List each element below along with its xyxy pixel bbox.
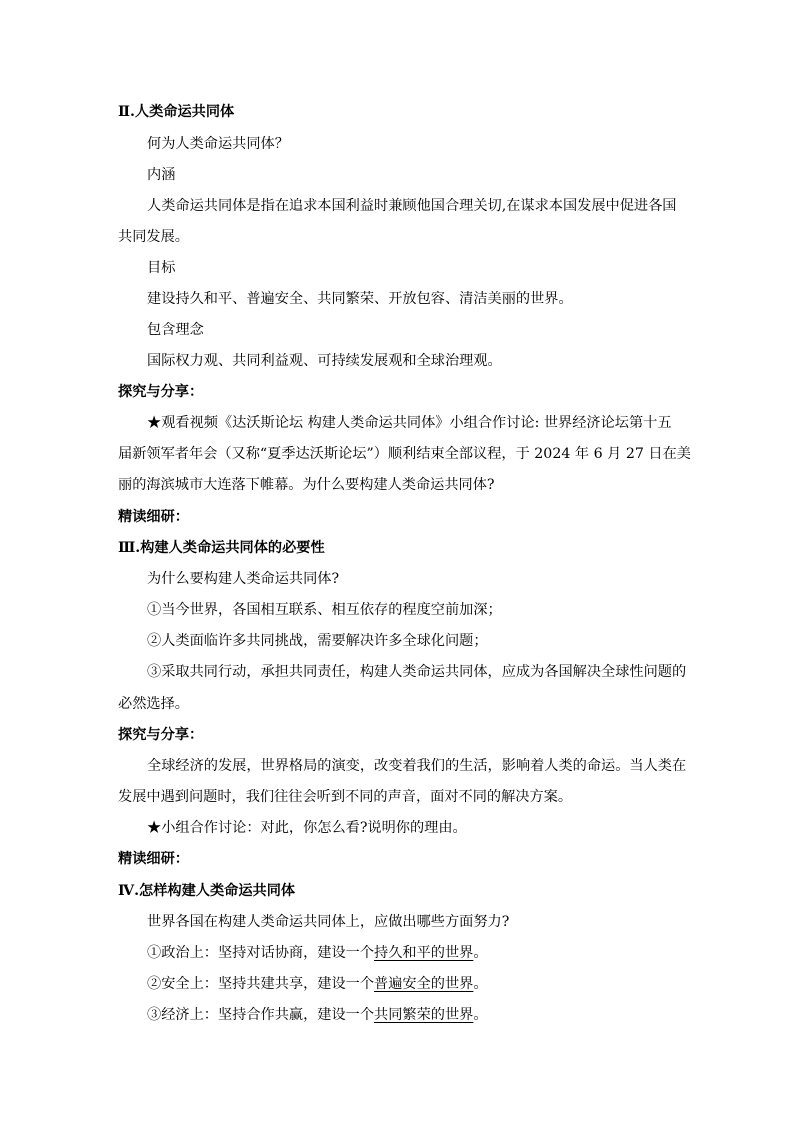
read-heading: 精读细研： [118, 509, 189, 525]
explore-heading: 探究与分享： [118, 384, 204, 400]
connotation-label: 内涵 [147, 167, 176, 183]
explore-heading: 探究与分享： [118, 727, 204, 743]
connotation-text-cont: 共同发展。 [118, 229, 189, 245]
explore-text: 全球经济的发展，世界格局的演变，改变着我们的生活，影响着人类的命运。当人类在 [147, 758, 687, 774]
section-heading-2: Ⅱ.人类命运共同体 [118, 104, 235, 120]
read-heading: 精读细研： [118, 851, 189, 867]
explore-text: ★小组合作讨论：对此，你怎么看?说明你的理由。 [147, 820, 467, 836]
item-prefix: ②安全上：坚持共建共享，建设一个 [147, 976, 375, 992]
connotation-text: 人类命运共同体是指在追求本国利益时兼顾他国合理关切,在谋求本国发展中促进各国 [147, 198, 677, 214]
explore-text: 届新领军者年会（又称“夏季达沃斯论坛”）顺利结束全部议程，于 2024 年 6 月 27 日在美 [118, 446, 691, 462]
section-question: 为什么要构建人类命运共同体? [147, 571, 340, 587]
item-suffix: 。 [473, 976, 488, 992]
list-item [147, 943, 488, 963]
goal-label: 目标 [147, 260, 176, 276]
list-item: ①当今世界，各国相互联系、相互依存的程度空前加深； [147, 602, 502, 618]
concept-label: 包含理念 [147, 322, 204, 338]
list-item: ②人类面临许多共同挑战，需要解决许多全球化问题； [147, 633, 488, 649]
explore-text: 丽的海滨城市大连落下帷幕。为什么要构建人类命运共同体? [118, 477, 495, 493]
item-suffix: 。 [473, 945, 488, 961]
item-suffix: 。 [473, 1007, 488, 1023]
underlined-answer: 持久和平的世界 [374, 945, 474, 961]
section-heading-4: Ⅳ.怎样构建人类命运共同体 [118, 883, 296, 899]
list-item: ③采取共同行动，承担共同责任，构建人类命运共同体，应成为各国解决全球性问题的 [147, 664, 687, 680]
section-question: 世界各国在构建人类命运共同体上，应做出哪些方面努力? [147, 914, 510, 930]
explore-text: 发展中遇到问题时，我们往往会听到不同的声音，面对不同的解决方案。 [118, 789, 573, 805]
list-item [147, 1005, 488, 1025]
concept-text: 国际权力观、共同利益观、可持续发展观和全球治理观。 [147, 353, 502, 369]
item-prefix: ③经济上：坚持合作共赢，建设一个 [147, 1007, 375, 1023]
section-question: 何为人类命运共同体？ [147, 136, 289, 152]
goal-text: 建设持久和平、普遍安全、共同繁荣、开放包容、清洁美丽的世界。 [147, 291, 573, 307]
underlined-answer: 共同繁荣的世界 [374, 1007, 474, 1023]
section-heading-3: Ⅲ.构建人类命运共同体的必要性 [118, 540, 325, 556]
item-prefix: ①政治上：坚持对话协商，建设一个 [147, 945, 375, 961]
list-item-cont: 必然选择。 [118, 696, 189, 712]
list-item [147, 974, 488, 994]
underlined-answer: 普遍安全的世界 [374, 976, 474, 992]
explore-text: ★观看视频《达沃斯论坛 构建人类命运共同体》小组合作讨论: 世界经济论坛第十五 [147, 415, 672, 431]
